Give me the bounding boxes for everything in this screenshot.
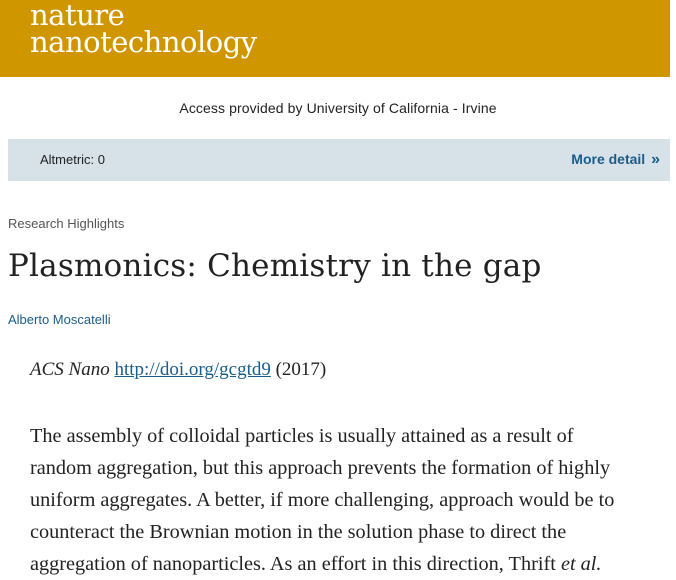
double-chevron-right-icon: » (651, 151, 660, 168)
logo-line-nature: nature (30, 0, 125, 32)
abstract-line: counteract the Brownian motion in the solution phase to direct the (30, 521, 567, 543)
logo-line-nanotechnology: nanotechnology (30, 25, 257, 59)
abstract-paragraph (30, 420, 676, 580)
abstract-line-text: aggregation of nanoparticles. As an effort in this direction, Thrift (30, 553, 556, 575)
journal-logo[interactable] (30, 0, 257, 59)
more-detail-link[interactable] (571, 151, 660, 169)
altmetric-bar (8, 139, 670, 181)
access-notice: Access provided by University of California - Irvine (179, 100, 497, 116)
article-title: Plasmonics: Chemistry in the gap (8, 248, 542, 284)
more-detail-label: More detail (571, 151, 646, 167)
citation-journal: ACS Nano (30, 359, 110, 380)
abstract-line: random aggregation, but this approach prevents the formation of highly (30, 457, 611, 479)
citation-year: (2017) (275, 359, 327, 380)
abstract-line: The assembly of colloidal particles is usually attained as a result of (30, 425, 574, 447)
altmetric-score: Altmetric: 0 (40, 152, 106, 167)
author-link[interactable]: Alberto Moscatelli (8, 312, 111, 327)
doi-link[interactable]: http://doi.org/gcgtd9 (114, 359, 271, 380)
citation (30, 359, 326, 381)
abstract-et-al: et al. (560, 553, 602, 575)
masthead (0, 0, 670, 77)
abstract-line (30, 548, 676, 580)
abstract-line: uniform aggregates. A better, if more challenging, approach would be to (30, 489, 615, 511)
article-category: Research Highlights (8, 216, 125, 231)
